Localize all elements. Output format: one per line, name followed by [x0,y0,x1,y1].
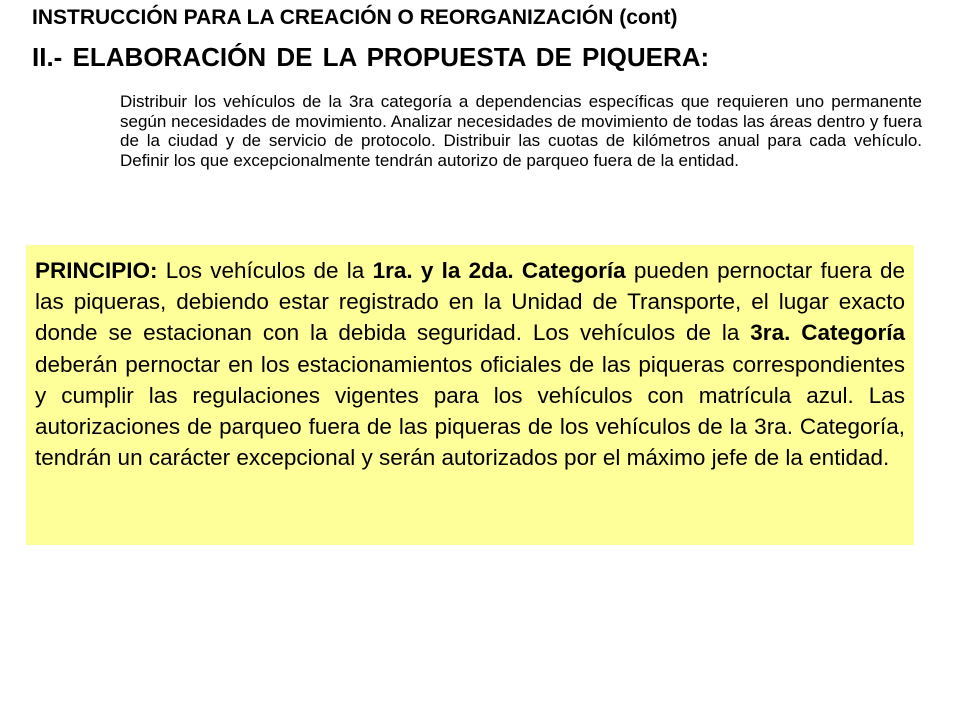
principle-bold-categories-1-2: 1ra. y la 2da. Categoría [372,258,626,283]
principle-text-part3: deberán pernoctar en los estacionamientos oficiales de las piqueras correspondientes y cumplir las regulaciones vigentes para los vehículos con matrícula azul. Las autorizaciones de parqueo fuera de las piqueras de los vehículos de la 3ra. Categoría, tendrán un carácter excepcional y serán autorizados por el máximo jefe de la entidad. [35,351,905,471]
principle-bold-category-3: 3ra. Categoría [750,320,906,346]
principle-text-part1: Los vehículos de la [157,258,373,283]
instruction-title: INSTRUCCIÓN PARA LA CREACIÓN O REORGANIZACIÓN (cont) [32,6,678,29]
intro-paragraph: Distribuir los vehículos de la 3ra categoría a dependencias específicas que requieren uno permanente según necesidades de movimiento. Analizar necesidades de movimiento de todas las áreas dentro y fuera de la ciudad y de servicio de protocolo. Distribuir las cuotas de kilómetros anual para cada vehículo. Definir los que excepcionalmente tendrán autorizo de parqueo fuera de la entidad. [120,92,922,170]
principle-box [26,245,914,545]
principle-paragraph [35,255,905,473]
section-title: II.- ELABORACIÓN DE LA PROPUESTA DE PIQUERA: [32,42,710,72]
principle-label: PRINCIPIO: [35,258,158,283]
principle-text-part2: pueden pernoctar fuera de las piqueras, debiendo estar registrado en la Unidad de Transporte, el lugar exacto donde se estacionan con la debida seguridad. Los vehículos de la [35,258,905,346]
